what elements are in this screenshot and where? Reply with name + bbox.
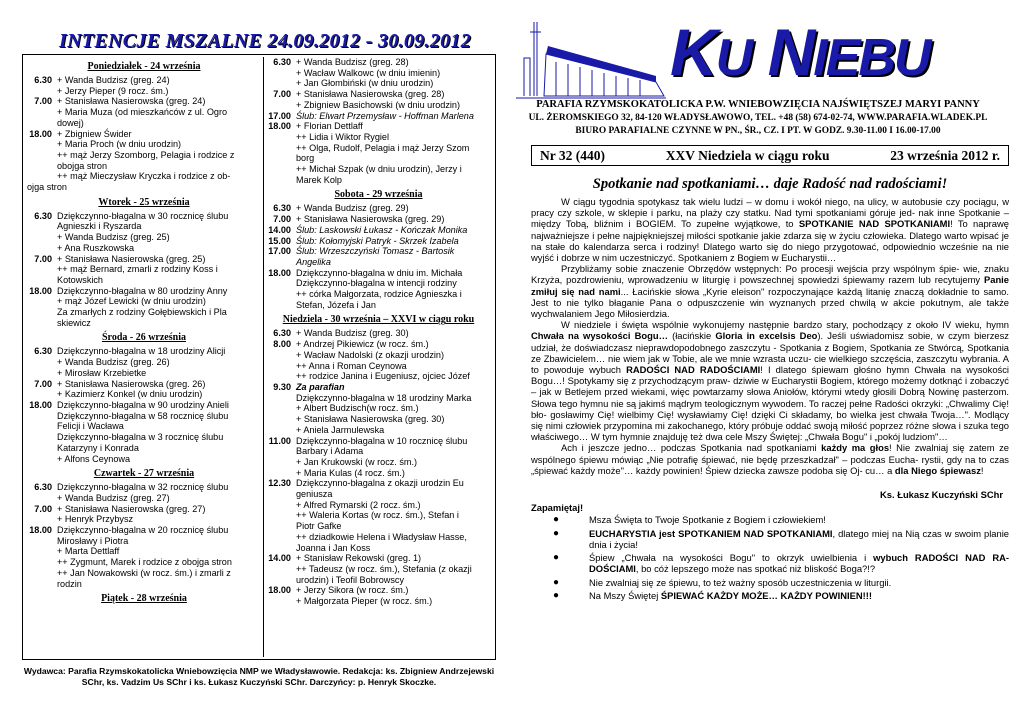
intention-time: 6.30 [273, 328, 291, 339]
article-title: Spotkanie nad spotkaniami… daje Radość nad radościami! [592, 176, 948, 192]
intention-entry [27, 211, 261, 254]
parish-name: PARAFIA RZYMSKOKATOLICKA P.W. WNIEBOWZIĘCIA NAJŚWIĘTSZEJ MARYI PANNY [536, 99, 980, 110]
masthead-iebu: IEBU [813, 29, 930, 87]
intention-line: Dziękczynno-błagalna w 20 rocznicę ślubu [57, 525, 229, 536]
intention-time: 12.30 [268, 478, 291, 489]
intention-entry [27, 129, 261, 183]
entries-tuesday [27, 211, 261, 329]
day-heading-monday: Poniedziałek - 24 września [87, 61, 201, 72]
intention-line: Dziękczynno-błagalna w 30 rocznicę ślubu [57, 210, 229, 221]
issue-bar [531, 145, 1009, 166]
article-paragraph-2: Przybliżamy sobie znaczenie Obrzędów wstępnych: Po procesji wejścia przy wspólnym śpie- wie, znaku Krzyża, pozdrowieniu, wprowadzeniu w liturgię i powszechnej spowiedzi śpiewamy razem lub recytujemy Panie zmiłuj się nad nami... Łacińskie słowa „Kyrie eleison" rozpoczynające każdą litanię znaczą dokładnie to samo. Jest to nie tylko błaganie Pana o odpuszczenie win wyznanych przed chwilą w akcie pokutnym, ale także wychwalaniem Jego Miłosierdzia. [531, 263, 1009, 320]
list-item: ● EUCHARYSTIA jest SPOTKANIEM NAD SPOTKANIAMI, dlatego miej na Nią czas w swoim planie dnia i życia! [553, 527, 1009, 550]
intention-line: Dziękczynno-błagalna w 32 rocznicę ślubu [57, 482, 229, 493]
parish-address: UL. ŻEROMSKIEGO 32, 84-120 WŁADYSŁAWOWO, TEL. +48 (58) 674-02-74, WWW.PARAFIA.WLADEK.PL [528, 113, 988, 123]
day-heading-saturday: Sobota - 29 września [334, 189, 423, 201]
intention-time: 17.00 [268, 246, 291, 257]
intention-line: ++ Michał Szpak (w dniu urodzin), Jerzy i [296, 164, 462, 175]
intention-line: + Wanda Budzisz (greg. 27) [57, 492, 170, 503]
intention-entry [266, 382, 491, 393]
intention-time: 18.00 [29, 399, 52, 410]
list-item: ● Na Mszy Świętej ŚPIEWAĆ KAŻDY MOŻE… KAŻDY POWINIEN!!! [553, 589, 873, 601]
day-heading-tuesday: Wtorek - 25 września [98, 196, 190, 208]
intentions-title: INTENCJE MSZALNE 24.09.2012 - 30.09.2012 [58, 30, 472, 52]
intention-line: Angelika [296, 256, 331, 267]
day-heading-sunday: Niedziela - 30 września – XXVI w ciągu roku [282, 314, 475, 326]
entries-thursday [27, 482, 261, 589]
intention-time: 18.00 [29, 525, 52, 536]
intention-line: + Andrzej Pikiewicz (w rocz. śm.) [296, 339, 429, 350]
intention-line: rodzin [57, 578, 82, 589]
intention-line: dowej) [57, 117, 84, 128]
intention-entry [266, 225, 491, 236]
intention-line: + Wanda Budzisz (greg. 29) [296, 203, 409, 214]
bullet-icon: ● [553, 576, 560, 588]
bullet-icon: ● [553, 589, 560, 601]
intention-time: 18.00 [268, 267, 291, 278]
intention-line: + Jan Krukowski (w rocz. śm.) [296, 456, 418, 467]
intention-entry [266, 121, 491, 185]
intention-entry [27, 482, 261, 503]
entries-sunday [266, 328, 491, 606]
intention-line: + Wacław Walkowc (w dniu imienin) [296, 67, 441, 78]
list-item: ● Śpiew „Chwała na wysokości Bogu" to okrzyk uwielbienia i wybuch RADOŚCI NAD RA- DOŚCIAMI, bo cóż lepszego może nas spotkać niż bliskość Boga?!? [553, 552, 1010, 575]
article-body [531, 196, 1009, 603]
church-logo-icon [516, 18, 666, 102]
parish-office-hours: BIURO PARAFIALNE CZYNNE W PN., ŚR., CZ. I PT. W GODZ. 9.30-11.00 I 16.00-17.00 [575, 126, 941, 136]
intention-line: + Stanisława Nasierowska (greg. 25) [57, 253, 206, 264]
intention-entry [27, 182, 261, 193]
intention-time: 18.00 [29, 285, 52, 296]
intention-time: 7.00 [34, 96, 52, 107]
intention-time: 6.30 [34, 210, 52, 221]
intention-line: ojga stron [27, 182, 67, 193]
intention-entry [266, 57, 491, 89]
intention-time: 18.00 [268, 585, 291, 596]
intention-line: + Jerzy Sikora (w rocz. śm.) [296, 585, 409, 596]
intention-line: + Stanisław Rekowski (greg. 1) [296, 553, 422, 564]
intention-entry [27, 346, 261, 378]
entries-saturday [266, 203, 491, 310]
intention-entry [266, 553, 491, 585]
intention-entry [266, 268, 491, 311]
intention-line: ++ Zygmunt, Marek i rodzice z obojga stron [57, 557, 232, 568]
intention-line: + Małgorzata Pieper (w rocz. śm.) [296, 596, 433, 607]
intention-line: Za zmarłych z rodziny Gołębiewskich i Pla [57, 307, 227, 318]
masthead-title [670, 12, 930, 98]
remember-label: Zapamiętaj! [531, 502, 584, 514]
intention-line: Dziękczynno-błagalna w intencji rodziny [296, 278, 457, 289]
intention-entry [27, 75, 261, 96]
article-paragraph-3: W niedziele i święta wspólnie wykonujemy następnie bardzo stary, pochodzący z około IV wieku, hymn Chwała na wysokości Bogu… (łacińskie Gloria in excelsis Deo). Jeśli uświadomisz sobie, w czym bierzesz udział, że doświadczasz nieprawdopodobnego zaszczytu - Spotkania z Bogiem, Spotkania ze Stwórcą, Spotkania ze Zbawicielem… nie wiem jak w Tobie, ale we mnie wzrasta uczu- cie wielkiego szczęścia, zaszczytu wybrania. A to powoduje wybuch RADOŚCI NAD RADOŚCIAMI! I dlatego śpiewam głośno hymn Chwała na wysokości Bogu…! Spotykamy się z przychodzącym praw- dziwie w Eucharystii Bogiem, którego możemy dotknąć i zobaczyć – jak w Betlejem przed wiekami, więc powtarzamy słowa Aniołów, którymi wtedy głosili Dobrą Nowinę pasterzom. Słowa tego hymnu nie są jakimś mądrym teologicznym wywodem. To raczej pełne Radości okrzyki: „Chwalimy Cię! bło- gosławimy Cię! wielbimy Cię! wysławiamy Cię! dzięki Ci składamy, bo wielka jest chwała Twoja…". Modlący się nimi człowiek przypomina mi zakochanego, który próbuje oddać swoją miłość poprzez różne słowa i szuka tego właściwego… W tym hymnie znajduję też dwa cele Mszy Świętej: „Chwała Bogu" i „pokój ludziom"… [531, 319, 1009, 443]
intention-line: Felicji i Wacława [57, 421, 124, 432]
intention-time: 6.30 [273, 203, 291, 214]
intention-time: 7.00 [34, 503, 52, 514]
intention-line: + Maria Kulas (4 rocz. śm.) [296, 467, 405, 478]
intention-line: ++ mąż Mieczysław Kryczka i rodzice z ob- [57, 171, 231, 182]
intention-line: + Stanisława Nasierowska (greg. 30) [296, 414, 445, 425]
remember-list [531, 514, 1009, 600]
masthead-k: K [670, 15, 716, 89]
intention-line: ++ Jan Nowakowski (w rocz. śm.) i zmarli z [57, 567, 231, 578]
issue-date: 23 września 2012 r. [890, 147, 1000, 163]
intention-line: borg [296, 153, 315, 164]
article-paragraph-4: Ach i jeszcze jedno… podczas Spotkania nad spotkaniami każdy ma głos! Nie zwalniaj się zatem ze wspólnego śpiewu mówiąc „Nie potrafię śpiewać, nie będę przeszkadzał" – podczas Eucha- rystii, gdy na to czas „śpiewać każdy może"… każdy powinien! Śpiew dziecka zawsze podoba się Oj- cu… a dla Niego śpiewasz! [531, 442, 1009, 476]
intention-line: + Wanda Budzisz (greg. 26) [57, 357, 170, 368]
intention-line: Katarzyny i Konrada [57, 442, 139, 453]
article-paragraph-1: W ciągu tygodnia spotykasz tak wielu ludzi – w domu i wokół niego, na ulicy, w autobusie czy pociągu, w pracy czy szkole, w sklepie i parku, na plaży czy statku. Nad tymi spotkaniami góruje jed- nak inne Spotkanie – między Tobą, bliźnim i BOGIEM. To zupełne wyjątkowe, to SPOTKANIE NAD SPOTKANIAMI! To naprawę najważniejsze i pełne najpiękniejszej miłości spotkanie jakie zdarza się w życiu człowieka. Dlatego warto wpisać je na stałe do kalendarza serca i rodziny! Dlatego warto się do niego przygotować, odpowiednio wcześnie na nie wyjść i dobrze w nim uczestniczyć. Spotkaniem z Bogiem w Eucharystii… [531, 196, 1009, 264]
intention-time: 14.00 [268, 553, 291, 564]
intention-line: Dziękczynno-błagalna w 3 rocznicę ślubu [57, 432, 224, 443]
intention-line: Ślub: Elwart Przemysław - Hoffman Marlena [296, 110, 474, 121]
intention-line: Dziękczynno-błagalna z okazji urodzin Eu [296, 478, 464, 489]
intention-time: 9.30 [273, 381, 291, 392]
bullet-icon: ● [553, 552, 560, 564]
intention-line: Stefan, Józefa i Jan [296, 299, 376, 310]
intention-entry [266, 478, 491, 553]
intention-time: 14.00 [268, 224, 291, 235]
intention-line: + mąż Józef Lewicki (w dniu urodzin) [57, 296, 206, 307]
intention-line: + Zbigniew Basichowski (w dniu urodzin) [296, 99, 461, 110]
list-item: ● Msza Święta to Twoje Spotkanie z Bogiem i człowiekiem! [553, 514, 826, 526]
intention-time [266, 393, 296, 436]
intention-line: + Alfred Rymarski (2 rocz. śm.) [296, 499, 421, 510]
footer-line-2: SChr, ks. Vadzim Us SChr i ks. Łukasz Kuczyński SChr. Darczyńcy: p. Henryk Skoczke. [81, 677, 437, 687]
intention-line: Marek Kolp [296, 174, 342, 185]
bullet-icon: ● [553, 514, 560, 526]
intention-time: 6.30 [273, 57, 291, 67]
intention-time: 11.00 [268, 435, 291, 446]
intention-line: Piotr Gafke [296, 521, 342, 532]
intention-line: Barbary i Adama [296, 446, 364, 457]
intention-line: + Wanda Budzisz (greg. 25) [57, 232, 170, 243]
intention-line: Dziękczynno-błagalna w 58 rocznicę ślubu [57, 410, 229, 421]
masthead-u: U [715, 29, 752, 87]
intention-entry [266, 339, 491, 382]
intention-line: Joanna i Jan Koss [296, 542, 371, 553]
intention-line: + Ana Ruszkowska [57, 242, 135, 253]
intention-line: + Stanisława Nasierowska (greg. 26) [57, 378, 206, 389]
intention-line: skiewicz [57, 317, 91, 328]
intention-line: + Jerzy Pieper (9 rocz. śm.) [57, 85, 169, 96]
intention-line: Mirosławy i Piotra [57, 535, 129, 546]
intention-line: Dziękczynno-błagalna w dniu im. Michała [296, 267, 463, 278]
intention-line: ++ córka Małgorzata, rodzice Agnieszka i [296, 289, 462, 300]
intention-line: ++ Anna i Roman Ceynowa [296, 360, 407, 371]
intention-line: Ślub: Laskowski Łukasz - Kończak Monika [296, 224, 468, 235]
intention-line: + Albert Budzisch(w rocz. śm.) [296, 403, 419, 414]
entries-wednesday [27, 346, 261, 464]
intention-line: ++ Lidia i Wiktor Rygiel [296, 131, 389, 142]
intention-time: 7.00 [273, 214, 291, 225]
bullet-icon: ● [553, 527, 560, 539]
entries-friday [266, 57, 491, 185]
intention-line: ++ mąż Bernard, zmarli z rodziny Koss i [57, 264, 218, 275]
intentions-column-left [27, 57, 261, 657]
intentions-box [22, 54, 496, 660]
entries-monday [27, 75, 261, 193]
intention-entry [266, 585, 491, 606]
intention-line: Ślub: Kołomyjski Patryk - Skrzek Izabela [296, 235, 459, 246]
intention-line: + Wanda Budzisz (greg. 24) [57, 75, 170, 85]
intention-line: ++ rodzice Janina i Eugeniusz, ojciec Józef [296, 371, 470, 382]
intention-line: + Aniela Jarmulewska [296, 424, 385, 435]
intention-line: ++ Tadeusz (w rocz. śm.), Stefania (z okazji [296, 563, 472, 574]
intention-time: 15.00 [268, 235, 291, 246]
intention-line: + Alfons Ceynowa [57, 453, 131, 464]
intention-entry [266, 436, 491, 479]
masthead-n: N [767, 15, 814, 89]
intention-line: + Stanisława Nasierowska (greg. 24) [57, 96, 206, 107]
intention-line: + Zbigniew Świder [57, 128, 132, 139]
intention-entry [27, 504, 261, 525]
intention-line: ++ mąż Jerzy Szomborg, Pelagia i rodzice z [57, 149, 235, 160]
intention-line: + Maria Muza (od mieszkańców z ul. Ogro [57, 107, 228, 118]
intention-entry [266, 203, 491, 214]
intention-line: + Stanisława Nasierowska (greg. 28) [296, 89, 445, 100]
footer-line-1: Wydawca: Parafia Rzymskokatolicka Wniebowzięcia NMP we Władysławowie. Redakcja: ks. Zbigniew Andrzejewski [23, 666, 495, 676]
intention-line: Kotowskich [57, 274, 103, 285]
intentions-column-right [263, 57, 491, 657]
intention-line: + Mirosław Krzebietke [57, 367, 147, 378]
intention-line: + Stanisława Nasierowska (greg. 27) [57, 503, 206, 514]
intention-entry [266, 236, 491, 247]
intention-line: + Wacław Nadolski (z okazji urodzin) [296, 349, 444, 360]
issue-number: Nr 32 (440) [540, 147, 605, 163]
intention-line: + Stanisława Nasierowska (greg. 29) [296, 214, 445, 225]
day-heading-wednesday: Środa - 26 września [102, 332, 186, 344]
intention-entry [27, 525, 261, 589]
intention-entry [27, 96, 261, 128]
intention-line: Dziękczynno-błagalna w 90 urodziny Anieli [57, 399, 229, 410]
intention-entry [266, 111, 491, 122]
intention-time: 7.00 [273, 89, 291, 100]
intention-time: 7.00 [34, 378, 52, 389]
intention-entry [27, 400, 261, 464]
intention-line: + Wanda Budzisz (greg. 28) [296, 57, 409, 67]
intention-entry [27, 379, 261, 400]
intention-entry [266, 89, 491, 110]
publisher-footer [22, 666, 496, 688]
intention-line: + Jan Głombiński (w dniu urodzin) [296, 78, 434, 89]
intention-line: Dziękczynno-błagalna w 10 rocznicę ślubu [296, 435, 468, 446]
intention-line: ++ Olga, Rudolf, Pelagia i mąż Jerzy Szom [296, 142, 470, 153]
intention-time: 6.30 [34, 75, 52, 85]
article-signature: Ks. Łukasz Kuczyński SChr [880, 489, 1003, 501]
intention-time: 18.00 [29, 128, 52, 139]
intention-line: ++ Waleria Kortas (w rocz. śm.), Stefan i [296, 510, 459, 521]
intention-entry [266, 246, 491, 267]
intention-time: 6.30 [34, 346, 52, 357]
intention-entry [266, 393, 491, 436]
intention-line: Dziękczynno-błagalna w 18 urodziny Marka [296, 392, 472, 403]
day-heading-thursday: Czwartek - 27 września [93, 468, 195, 480]
intention-time: 17.00 [268, 110, 291, 121]
intention-entry [27, 254, 261, 286]
intention-line: urodzin) i Teofil Bobrowscy [296, 574, 404, 585]
intention-line: Ślub: Wrzeszczyński Tomasz - Bartosik [296, 246, 455, 257]
intention-time: 8.00 [273, 339, 291, 350]
issue-sunday: XXV Niedziela w ciągu roku [665, 147, 830, 163]
intention-line: ++ dziadkowie Helena i Władysław Hasse, [296, 531, 467, 542]
intention-line: + Wanda Budzisz (greg. 30) [296, 328, 409, 339]
intention-line: geniusza [296, 489, 333, 500]
intention-line: + Kazimierz Konkel (w dniu urodzin) [57, 389, 203, 400]
intention-entry [266, 214, 491, 225]
intention-line: + Florian Dettlaff [296, 121, 363, 132]
intention-time: 7.00 [34, 253, 52, 264]
intention-line: + Henryk Przybysz [57, 514, 134, 525]
intention-entry [266, 328, 491, 339]
intention-entry [27, 286, 261, 329]
day-heading-friday: Piątek - 28 września [101, 593, 187, 605]
intention-time: 18.00 [268, 121, 291, 132]
list-item: ● Nie zwalniaj się ze śpiewu, to też ważny sposób uczestniczenia w liturgii. [553, 576, 892, 588]
intention-time: 6.30 [34, 482, 52, 493]
intention-line: Agnieszki i Ryszarda [57, 221, 142, 232]
intention-line: obojga stron [57, 160, 108, 171]
intention-line: + Maria Proch (w dniu urodzin) [57, 139, 182, 150]
intention-line: Za parafian [296, 381, 345, 392]
intention-line: + Marta Dettlaff [57, 546, 120, 557]
intention-line: Dziękczynno-błagalna w 18 urodziny Alicji [57, 346, 226, 357]
intention-line: Dziękczynno-błagalna w 80 urodziny Anny [57, 285, 228, 296]
